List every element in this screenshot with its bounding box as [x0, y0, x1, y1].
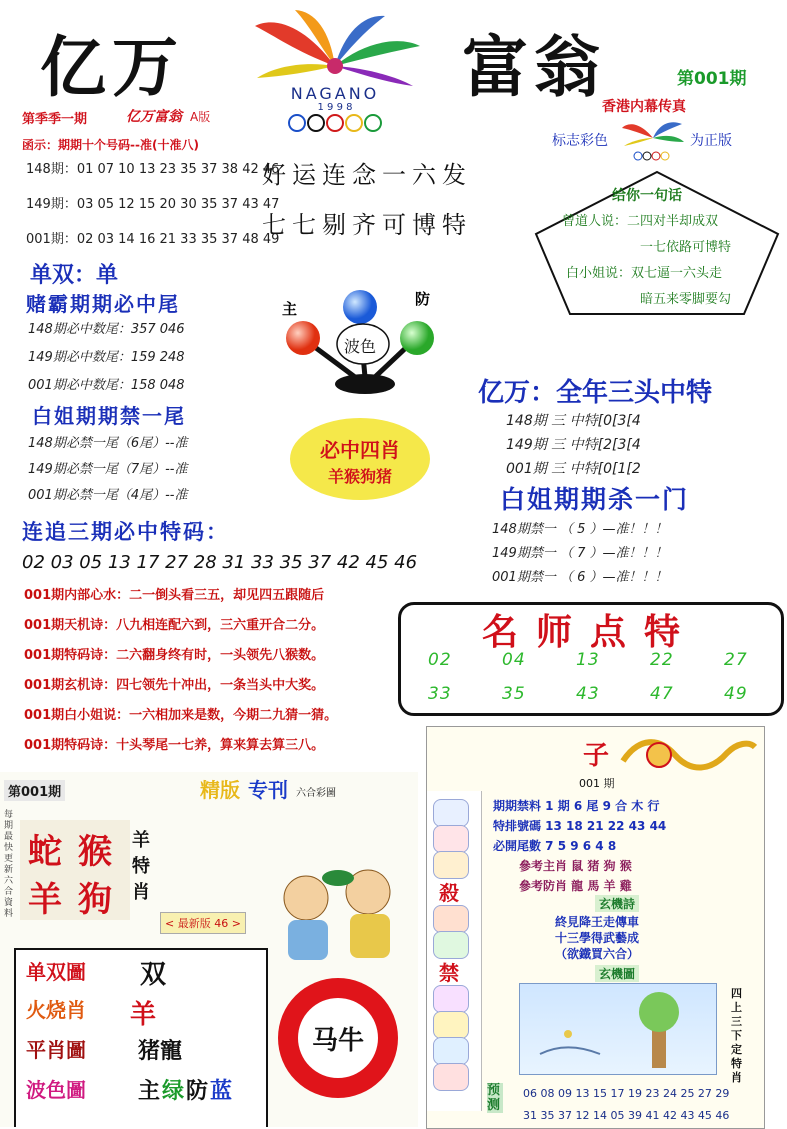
bl-title-a: 精版 — [200, 778, 240, 802]
main-guard-1: 主 — [138, 1078, 161, 1104]
poem-line: 終見降王走傳車 — [555, 915, 640, 929]
odd-even-label: 单双：单 — [30, 263, 119, 288]
predict-tag: 预测 — [487, 1083, 503, 1113]
big-char: 蛇 — [28, 832, 62, 872]
master-num: 43 — [576, 684, 600, 704]
main-guard-3: 防 — [186, 1078, 209, 1104]
poem-note: 001期天机诗：八九相连配六到，三六重开合二分。 — [24, 618, 325, 633]
main-guard-4: 蓝 — [210, 1078, 233, 1104]
green-ball-icon — [400, 321, 434, 355]
title-left: 亿万 — [40, 28, 184, 106]
ban-tail-title: 白姐期期禁一尾 — [32, 404, 186, 428]
zodiac-icon — [433, 851, 469, 879]
three-heads-line: 148期 三 中特[0[3[4 — [506, 413, 641, 429]
ban-tail-line: 001期必禁一尾（4尾）--准 — [28, 488, 188, 503]
master-num: 27 — [724, 650, 748, 670]
pentagon-line: 曾道人说：二四对半却成双 — [562, 214, 719, 229]
color-left: 标志彩色 — [552, 133, 608, 149]
hk-fax-title: 香港内幕传真 — [602, 99, 686, 115]
pentagon-line: 暗五来零脚要勾 — [640, 292, 732, 307]
title-right: 富翁 — [462, 28, 606, 106]
master-title: 名师点特 — [481, 611, 698, 653]
edition-label: A版 — [190, 110, 211, 124]
zi-char: 子 — [583, 741, 610, 771]
master-num: 22 — [650, 650, 674, 670]
tail-title: 赌霸期期必中尾 — [26, 292, 180, 316]
wave-guard-label: 防 — [415, 290, 431, 308]
pentagon-line: 白小姐说：双七逼一六头走 — [566, 266, 723, 281]
master-num: 04 — [502, 650, 526, 670]
tree-scene-icon — [520, 984, 716, 1074]
side-char: 殺 — [439, 881, 459, 905]
zodiac-icon — [433, 931, 469, 959]
picture-label: 火烧肖 — [26, 998, 86, 1022]
br-row: 參考主肖 鼠 猪 狗 猴 — [519, 859, 632, 873]
dragon-icon — [619, 731, 759, 785]
bl-title-c: 六合彩圖 — [296, 788, 336, 799]
bottom-left-panel — [0, 772, 418, 1127]
issue-label: 第001期 — [677, 69, 747, 89]
master-num: 49 — [724, 684, 748, 704]
ban-tail-line: 149期必禁一尾（7尾）--准 — [28, 462, 188, 477]
br-issue: 001 期 — [579, 777, 615, 790]
master-num: 35 — [502, 684, 526, 704]
consecutive-numbers: 02 03 05 13 17 27 28 31 33 35 37 42 45 46 — [22, 552, 418, 573]
history-line: 148期：01 07 10 13 23 35 37 38 42 46 — [26, 162, 280, 177]
br-num-row: 31 35 37 12 14 05 39 41 42 43 45 46 — [523, 1109, 730, 1122]
br-row: 特排號碼 13 18 21 22 43 44 — [493, 819, 667, 833]
bl-issue-tag: 第001期 — [4, 780, 65, 801]
olympic-rings-icon — [283, 114, 387, 134]
poem-note: 001期特码诗：二六翻身终有时，一头领先八猴数。 — [24, 648, 325, 663]
br-row: 期期禁料 1 期 6 尾 9 合 木 行 — [493, 799, 660, 813]
seal-text: 马牛 — [311, 1026, 364, 1056]
tail-line: 148期必中数尾：357 046 — [28, 322, 185, 337]
cartoon-kids-icon — [268, 862, 416, 972]
slogan-1: 好运连念一六发 — [262, 161, 472, 189]
br-side-text: 四上三下定特肖 — [731, 987, 742, 1084]
picture-label: 波色圖 — [26, 1078, 86, 1102]
bl-badge: < 最新版 46 > — [160, 912, 246, 934]
zhu-chong: 猪寵 — [138, 1038, 183, 1064]
big-char: 狗 — [78, 880, 112, 920]
history-line: 149期：03 05 12 15 20 30 35 37 43 47 — [26, 197, 280, 212]
poem-line: 十三學得武藝成 — [555, 931, 640, 945]
zodiac-icon — [433, 1011, 469, 1039]
picture-label: 平肖圖 — [26, 1038, 86, 1062]
big-char: 猴 — [78, 832, 112, 872]
brand-label: 亿万富翁 — [126, 109, 182, 125]
color-right: 为正版 — [690, 133, 732, 149]
poem-note: 001期玄机诗：四七领先十冲出，一条当头中大奖。 — [24, 678, 325, 693]
three-heads-line: 149期 三 中特[2[3[4 — [506, 437, 641, 453]
poem-line: （欲鐵買六合） — [555, 947, 640, 961]
poem-note: 001期白小姐说：一六相加来是数，今期二九猜一猜。 — [24, 708, 338, 723]
kill-door-title: 白姐期期杀一门 — [500, 485, 690, 514]
master-num: 47 — [650, 684, 674, 704]
tail-line: 001期必中数尾：158 048 — [28, 378, 185, 393]
history-line: 001期：02 03 14 16 21 33 35 37 48 49 — [26, 232, 280, 247]
bl-title-b: 专刊 — [248, 778, 288, 802]
slogan-2: 七七剔齐可博特 — [262, 211, 472, 239]
poem-note: 001期特码诗：十头琴尾一七养，算来算去算三八。 — [24, 738, 325, 753]
side-char: 禁 — [439, 961, 459, 985]
zodiac-icon — [433, 985, 469, 1013]
master-num: 02 — [428, 650, 452, 670]
four-signs-list: 羊猴狗猪 — [327, 467, 392, 486]
ban-tail-line: 148期必禁一尾（6尾）--准 — [28, 436, 188, 451]
poem-note: 001期内部心水：二一倒头看三五，却见四五跟随后 — [24, 588, 325, 603]
poem-title: 玄機詩 — [595, 895, 639, 912]
br-row: 必開尾數 7 5 9 6 4 8 — [493, 839, 617, 853]
zodiac-icon — [433, 1063, 469, 1091]
zodiac-icon — [433, 1037, 469, 1065]
kill-door-line: 001期禁一 （ 6 ）—准！！！ — [492, 570, 668, 585]
pentagon-line: 一七依路可博特 — [640, 240, 732, 255]
shuang-char: 双 — [140, 960, 167, 990]
br-row: 參考防肖 龍 馬 羊 雞 — [519, 879, 632, 893]
logo-year: 1 9 9 8 — [317, 102, 353, 113]
master-num: 33 — [428, 684, 452, 704]
four-signs-title: 必中四肖 — [320, 438, 400, 462]
pic-title: 玄機圖 — [595, 965, 639, 982]
kill-door-line: 149期禁一 （ 7 ）—准！！！ — [492, 546, 668, 561]
three-heads-line: 001期 三 中特[0[1[2 — [506, 461, 641, 477]
season-label: 第季季一期 — [22, 112, 88, 127]
pentagon-title: 给你一句话 — [612, 188, 682, 204]
br-num-row: 06 08 09 13 15 17 19 23 24 25 27 29 — [523, 1087, 730, 1100]
bottom-right-panel — [426, 726, 765, 1129]
wave-main-label: 主 — [282, 300, 298, 318]
riddle-picture — [519, 983, 717, 1075]
blue-ball-icon — [343, 290, 377, 324]
main-guard-2: 绿 — [162, 1078, 185, 1104]
kill-door-line: 148期禁一 （ 5 ）—准！！！ — [492, 522, 668, 537]
small-logo-icon — [620, 118, 686, 164]
bl-vertical: 羊特肖 — [132, 830, 150, 903]
yang-char: 羊 — [130, 1000, 157, 1030]
zodiac-icon — [433, 799, 469, 827]
tail-line: 149期必中数尾：159 248 — [28, 350, 185, 365]
zodiac-icon — [433, 905, 469, 933]
red-ball-icon — [286, 321, 320, 355]
master-num: 13 — [576, 650, 600, 670]
nagano-logo — [235, 6, 435, 136]
logo-text: NAGANO — [290, 84, 380, 103]
intro-line: 函示：期期十个号码--准(十准八) — [22, 138, 199, 152]
wave-label: 波色 — [344, 337, 377, 356]
zodiac-icon — [433, 825, 469, 853]
picture-label: 单双圖 — [26, 960, 86, 984]
three-heads-title: 亿万：全年三头中特 — [478, 378, 713, 408]
bl-side-note: 每期最快更新六合資料 — [4, 810, 14, 919]
big-char: 羊 — [28, 880, 62, 920]
consecutive-title: 连追三期必中特码： — [22, 520, 229, 544]
